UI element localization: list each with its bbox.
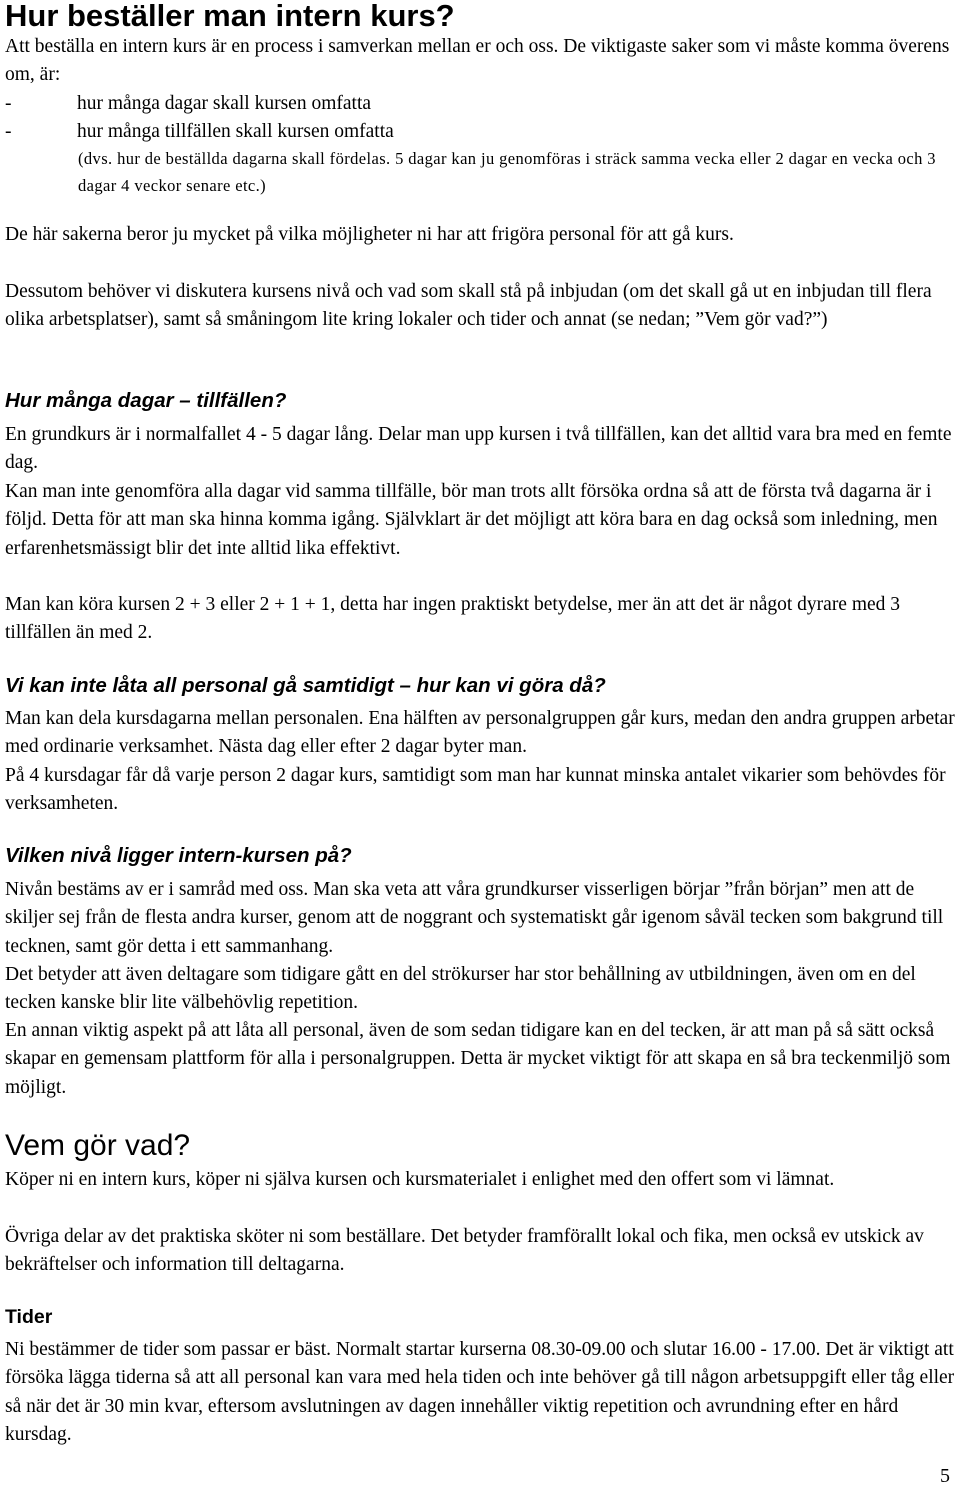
who-paragraph-1: Köper ni en intern kurs, köper ni själva kursen och kursmaterialet i enlighet med den offert som vi lämnat. xyxy=(5,1169,835,1190)
intro-paragraph-3: Dessutom behöver vi diskutera kursens nivå och vad som skall stå på inbjudan (om det skall gå ut en inbjudan till flera olika arbetsplatser), samt så småningom lite kring lokaler och tider och annat (se nedan; ”Vem gör vad?”) xyxy=(5,281,932,331)
section-heading-days: Hur många dagar – tillfällen? xyxy=(5,389,287,412)
who-paragraph-2: Övriga delar av det praktiska sköter ni som beställare. Det betyder framförallt lokal och fika, men också ev utskick av bekräftelser och information till deltagarna. xyxy=(5,1226,924,1276)
staff-paragraph-2: På 4 kursdagar får då varje person 2 dagar kurs, samtidigt som man har kunnat minska antalet vikarier som behövdes för verksamheten. xyxy=(5,765,946,815)
section-heading-level: Vilken nivå ligger intern-kursen på? xyxy=(5,844,352,867)
staff-paragraph-1: Man kan dela kursdagarna mellan personalen. Ena hälften av personalgruppen går kurs, medan den andra gruppen arbetar med ordinarie verksamhet. Nästa dag eller efter 2 dagar byter man. xyxy=(5,708,955,758)
days-paragraph-2: Kan man inte genomföra alla dagar vid samma tillfälle, bör man trots allt försöka ordna så att de första två dagarna är i följd. Detta för att man ska hinna komma igång. Självklart är det möjligt att köra bara en dag också som inledning, men erfarenhetsmässigt blir det inte alltid lika effektivt. xyxy=(5,481,938,559)
section-heading-times: Tider xyxy=(5,1306,53,1328)
days-paragraph-3: Man kan köra kursen 2 + 3 eller 2 + 1 + 1, detta har ingen praktiskt betydelse, mer än att det är något dyrare med 3 tillfällen än med 2. xyxy=(5,594,901,644)
level-paragraph-2: Det betyder att även deltagare som tidigare gått en del strökurser har stor behållning av utbildningen, även om en del tecken kanske blir lite välbehövlig repetition. xyxy=(5,964,916,1014)
list-item-text: hur många dagar skall kursen omfatta xyxy=(77,93,372,114)
times-paragraph-1: Ni bestämmer de tider som passar er bäst. Normalt startar kurserna 08.30-09.00 och slutar 16.00 - 17.00. Det är viktigt att försöka lägga tiderna så att all personal kan vara med hela tiden och inte behöver gå till någon arbetsuppgift eller tåg eller så när det är 30 min kvar, eftersom avslutningen av dagen innehåller viktig repetition och avrundning efter en hård kursdag. xyxy=(5,1339,955,1446)
bullet-dash: - xyxy=(5,93,12,114)
section-heading-staff: Vi kan inte låta all personal gå samtidigt – hur kan vi göra då? xyxy=(5,674,606,697)
section-heading-who: Vem gör vad? xyxy=(5,1129,191,1162)
page-title: Hur beställer man intern kurs? xyxy=(5,0,455,33)
days-paragraph-1: En grundkurs är i normalfallet 4 - 5 dagar lång. Delar man upp kursen i två tillfällen, kan det alltid vara bra med en femte dag. xyxy=(5,424,952,474)
intro-note: (dvs. hur de beställda dagarna skall fördelas. 5 dagar kan ju genomföras i sträck samma vecka eller 2 dagar en vecka och 3 dagar 4 veckor senare etc.) xyxy=(78,149,936,195)
bullet-dash: - xyxy=(5,121,12,142)
level-paragraph-1: Nivån bestäms av er i samråd med oss. Man ska veta att våra grundkurser visserligen börjar ”från början” men att de skiljer sej från de flesta andra kurser, genom att de noggrant och systematiskt går igenom såväl tecken som bakgrund till tecknen, samt gör detta i ett sammanhang. xyxy=(5,879,944,957)
list-item xyxy=(5,118,394,146)
list-item xyxy=(5,90,371,118)
intro-paragraph: Att beställa en intern kurs är en process i samverkan mellan er och oss. De viktigaste saker som vi måste komma överens om, är: xyxy=(5,36,950,86)
intro-paragraph-2: De här sakerna beror ju mycket på vilka möjligheter ni har att frigöra personal för att gå kurs. xyxy=(5,224,734,245)
level-paragraph-3: En annan viktig aspekt på att låta all personal, även de som sedan tidigare kan en del tecken, är att man på så sätt också skapar en gemensam plattform för alla i personalgruppen. Detta är mycket viktigt för att skapa en så bra teckenmiljö som möjligt. xyxy=(5,1020,951,1098)
list-item-text: hur många tillfällen skall kursen omfatta xyxy=(77,121,394,142)
page-number: 5 xyxy=(940,1465,950,1487)
